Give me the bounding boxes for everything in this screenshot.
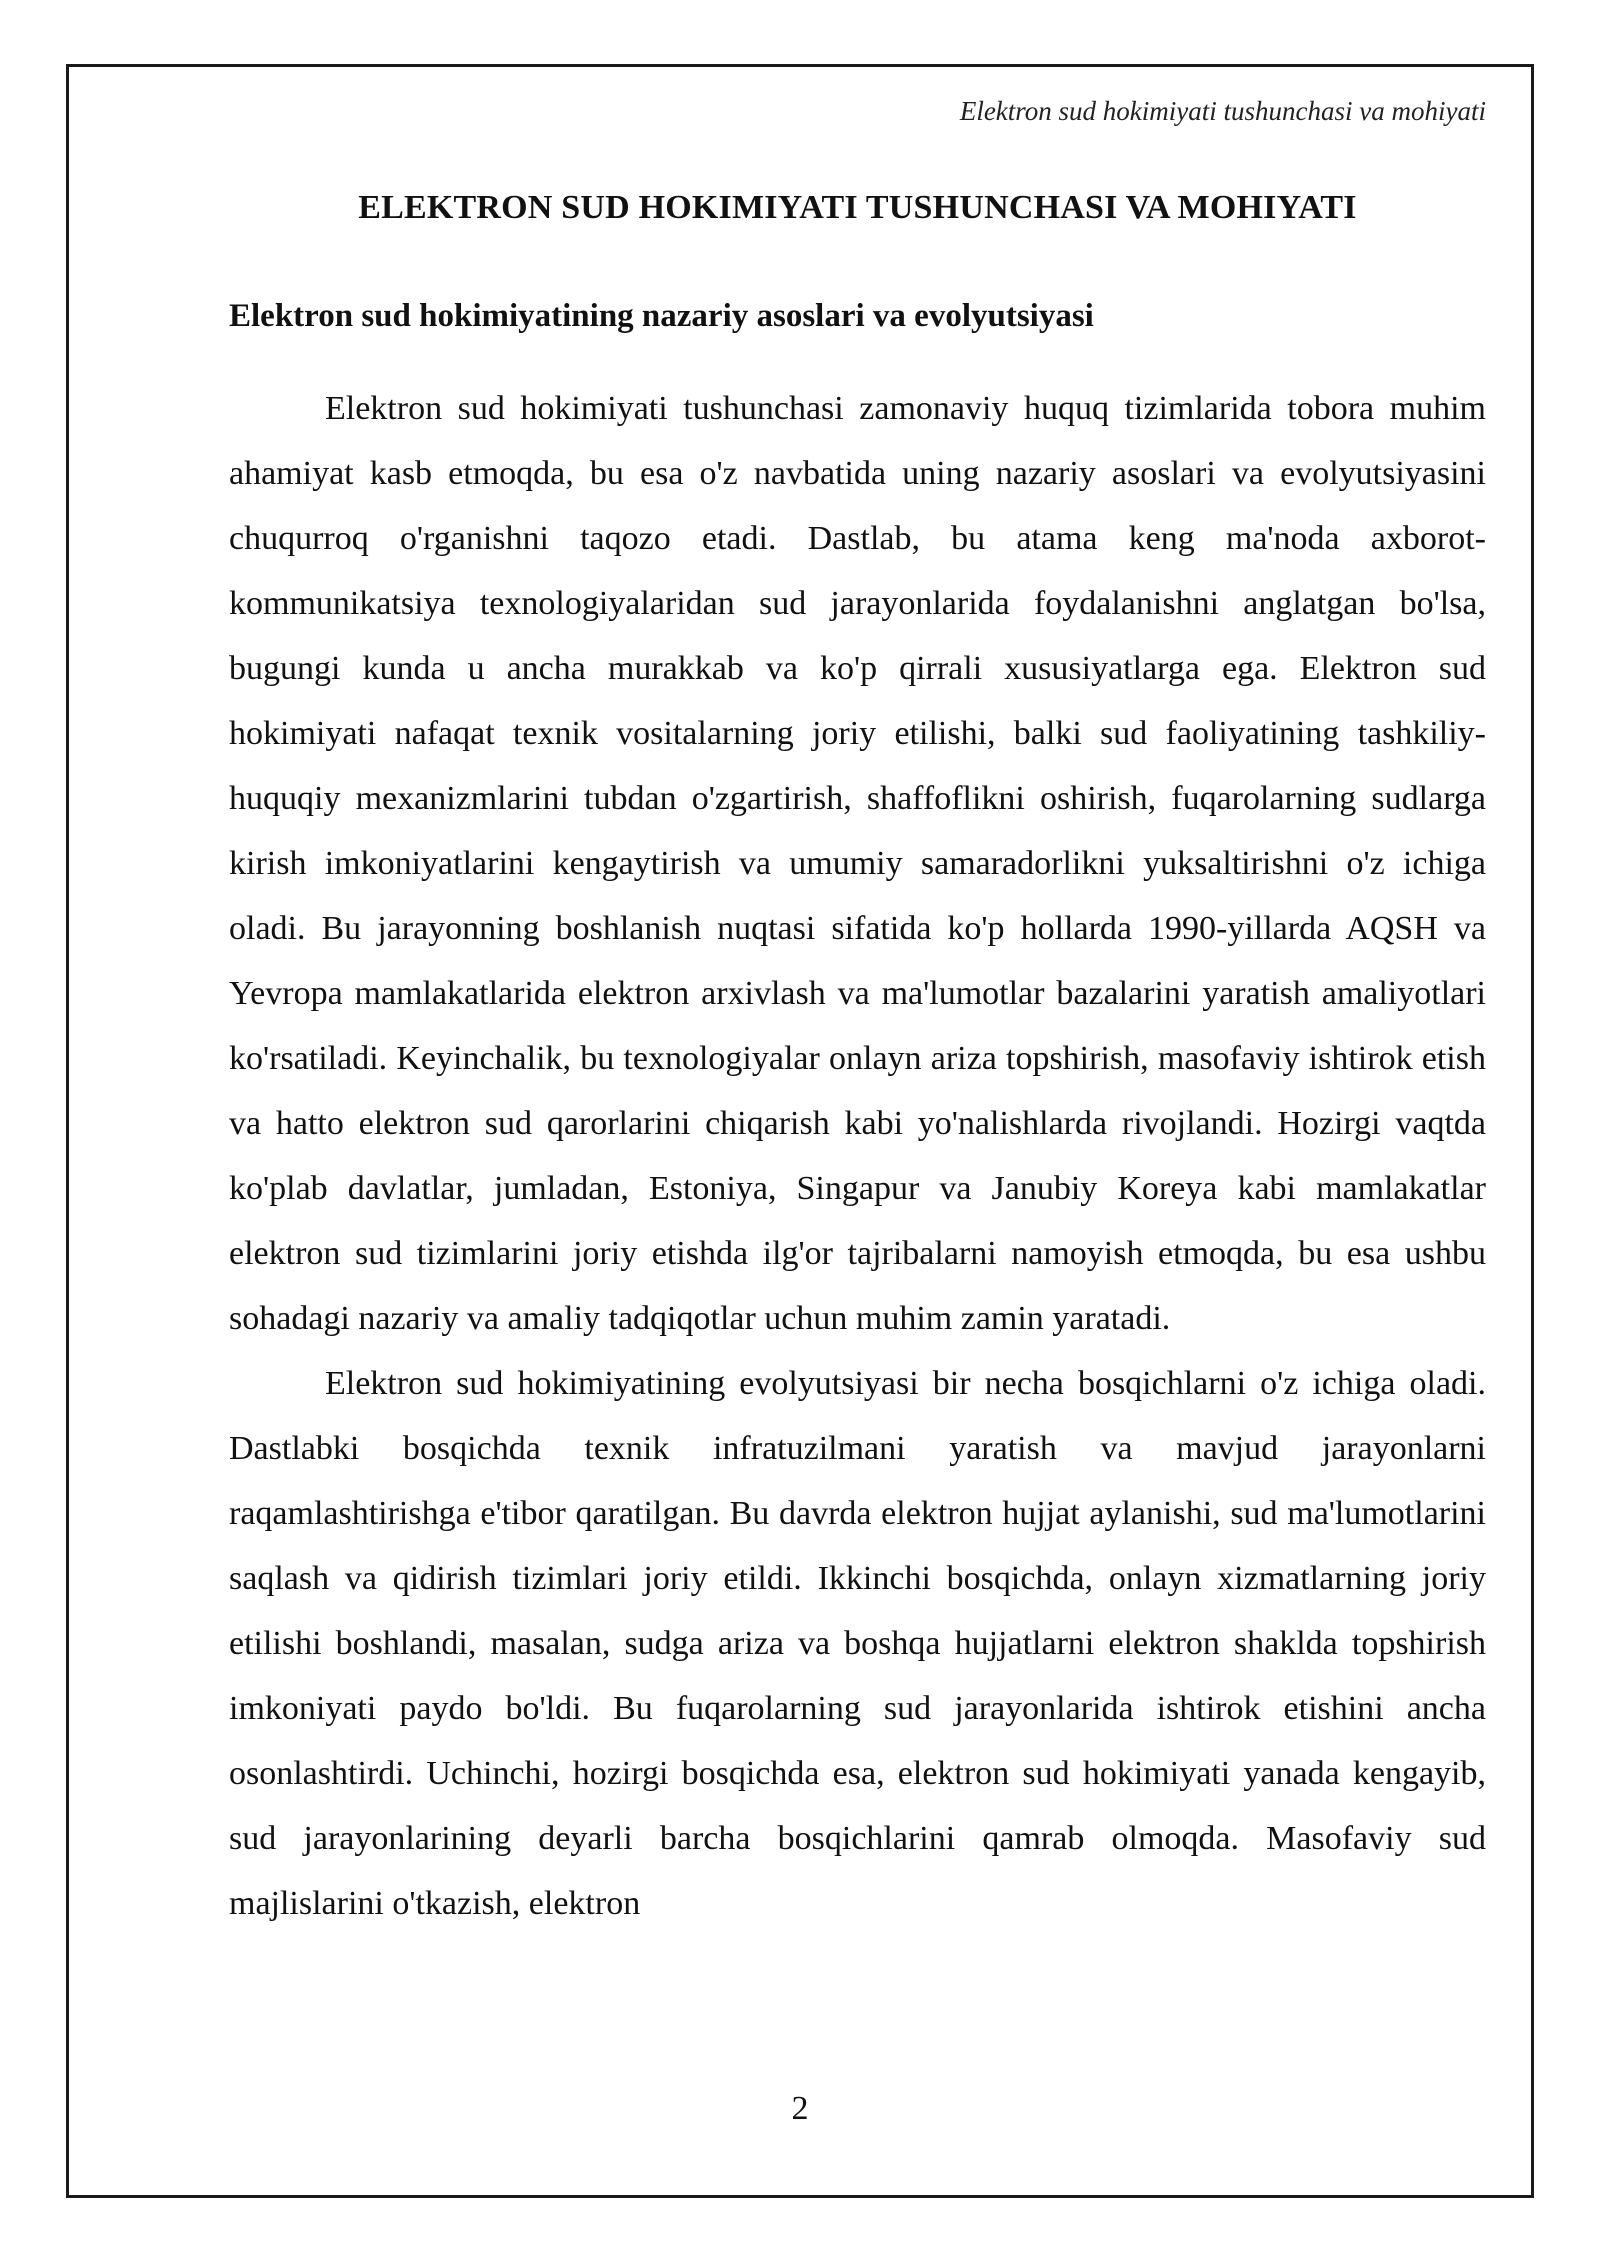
document-title: ELEKTRON SUD HOKIMIYATI TUSHUNCHASI VA MOHIYATI: [358, 189, 1357, 226]
paragraph-2: Elektron sud hokimiyatining evolyutsiyasi bir necha bosqichlarni o'z ichiga oladi. Dastlabki bosqichda texnik infratuzilmani yaratish va mavjud jarayonlarni raqamlashtirishga e'tibor qaratilgan. Bu davrda elektron hujjat aylanishi, sud ma'lumotlarini saqlash va qidirish tizimlari joriy etildi. Ikkinchi bosqichda, onlayn xizmatlarning joriy etilishi boshlandi, masalan, sudga ariza va boshqa hujjatlarni elektron shaklda topshirish imkoniyati paydo bo'ldi. Bu fuqarolarning sud jarayonlarida ishtirok etishini ancha osonlashtirdi. Uchinchi, hozirgi bosqichda esa, elektron sud hokimiyati yanada kengayib, sud jarayonlarining deyarli barcha bosqichlarini qamrab olmoqda. Masofaviy sud majlislarini o'tkazish, elektron: [229, 1365, 1486, 1922]
page-number: 2: [791, 2090, 809, 2127]
body-text: [229, 376, 1486, 1936]
paragraph-1: Elektron sud hokimiyati tushunchasi zamonaviy huquq tizimlarida tobora muhim ahamiyat kasb etmoqda, bu esa o'z navbatida uning nazariy asoslari va evolyutsiyasini chuqurroq o'rganishni taqozo etadi. Dastlab, bu atama keng ma'noda axborot-kommunikatsiya texnologiyalaridan sud jarayonlarida foydalanishni anglatgan bo'lsa, bugungi kunda u ancha murakkab va ko'p qirrali xususiyatlarga ega. Elektron sud hokimiyati nafaqat texnik vositalarning joriy etilishi, balki sud faoliyatining tashkiliy-huquqiy mexanizmlarini tubdan o'zgartirish, shaffoflikni oshirish, fuqarolarning sudlarga kirish imkoniyatlarini kengaytirish va umumiy samaradorlikni yuksaltirishni o'z ichiga oladi. Bu jarayonning boshlanish nuqtasi sifatida ko'p hollarda 1990-yillarda AQSH va Yevropa mamlakatlarida elektron arxivlash va ma'lumotlar bazalarini yaratish amaliyotlari ko'rsatiladi. Keyinchalik, bu texnologiyalar onlayn ariza topshirish, masofaviy ishtirok etish va hatto elektron sud qarorlarini chiqarish kabi yo'nalishlarda rivojlandi. Hozirgi vaqtda ko'plab davlatlar, jumladan, Estoniya, Singapur va Janubiy Koreya kabi mamlakatlar elektron sud tizimlarini joriy etishda ilg'or tajribalarni namoyish etmoqda, bu esa ushbu sohadagi nazariy va amaliy tadqiqotlar uchun muhim zamin yaratadi.: [229, 390, 1486, 1337]
running-header: Elektron sud hokimiyati tushunchasi va mohiyati: [959, 96, 1486, 126]
section-heading: Elektron sud hokimiyatining nazariy asoslari va evolyutsiyasi: [229, 298, 1094, 334]
